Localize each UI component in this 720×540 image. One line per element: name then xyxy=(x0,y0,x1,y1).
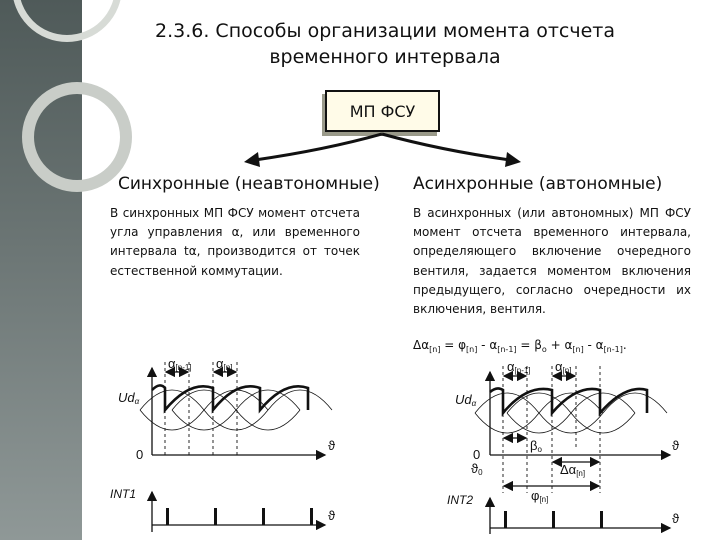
phi-label: φ xyxy=(531,488,540,503)
arrow-right-line xyxy=(382,134,510,160)
ud-sub: α xyxy=(471,399,477,408)
int1-pulse xyxy=(310,508,313,525)
formula-part: + α xyxy=(546,338,573,352)
waveform-diagram-left xyxy=(100,350,370,540)
alpha-cur-label: α xyxy=(555,359,563,374)
zero-label: 0 xyxy=(136,447,144,462)
heading-synchronous: Синхронные (неавтономные) xyxy=(118,174,380,194)
ud-label: Ud xyxy=(455,392,472,407)
int2-pulse xyxy=(600,511,603,528)
delta-alpha-formula xyxy=(413,338,627,352)
svg-text:ϑ0 xyxy=(471,461,483,477)
phase-arches-bottom xyxy=(475,413,635,433)
formula-part: = β xyxy=(516,338,542,352)
svg-text:Udα xyxy=(118,390,140,406)
formula-sub: [n-1] xyxy=(603,345,623,354)
int2-label: INT2 xyxy=(447,493,474,507)
title-line-1: 2.3.6. Способы организации момента отсчета xyxy=(155,20,615,42)
formula-sub: [n] xyxy=(572,345,584,354)
arrow-left-line xyxy=(255,134,382,160)
alpha-cur-label: α xyxy=(216,356,224,371)
alpha-cur-sub: [n] xyxy=(562,366,572,375)
theta-bottom-label: ϑ xyxy=(672,511,680,526)
arrow-right-head xyxy=(505,152,521,167)
int1-pulse xyxy=(214,508,217,525)
theta-label: ϑ xyxy=(672,438,680,453)
formula-sub: [n-1] xyxy=(497,345,517,354)
delta-alpha-label: Δα xyxy=(560,462,577,477)
alpha-prev-label: α xyxy=(507,359,515,374)
alpha-cur-sub: [n] xyxy=(223,363,233,372)
int2-pulse xyxy=(504,511,507,528)
int1-pulse xyxy=(166,508,169,525)
int1-pulse xyxy=(262,508,265,525)
formula-sub: [n] xyxy=(429,345,441,354)
theta0-sub: 0 xyxy=(478,468,483,477)
delta-alpha-sub: [n] xyxy=(576,469,586,478)
formula-sub: o xyxy=(541,345,547,354)
waveform-diagram-right xyxy=(435,358,705,540)
zero-label: 0 xyxy=(473,447,481,462)
int1-label: INT1 xyxy=(110,487,137,501)
beta-label: β xyxy=(530,438,538,453)
title-line-2: временного интервала xyxy=(269,46,501,68)
alpha-prev-label: α xyxy=(168,356,176,371)
paragraph-asynchronous: В асинхронных (или автономных) МП ФСУ момент отсчета временного интервала, определяющего включение очередного вентиля, задается моментом включения предыдущего, согласно очередности их включения, вентиля. xyxy=(413,206,691,317)
svg-text:α[n-1] xyxy=(507,359,531,375)
ud-sub: α xyxy=(134,397,140,406)
theta-bottom-label: ϑ xyxy=(328,508,336,523)
mp-fsu-label: МП ФСУ xyxy=(349,101,416,121)
int2-pulse xyxy=(552,511,555,528)
branch-arrows xyxy=(0,0,720,200)
svg-text:α[n] xyxy=(555,359,571,375)
svg-text:φ[n] xyxy=(531,488,548,504)
formula-part: Δα xyxy=(413,338,430,352)
heading-asynchronous: Асинхронные (автономные) xyxy=(413,174,663,194)
alpha-prev-sub: [n-1] xyxy=(175,363,192,372)
theta0-label: ϑ xyxy=(471,461,479,476)
paragraph-synchronous: В синхронных МП ФСУ момент отсчета угла управления α, или временного интервала tα, производится от точек естественной коммутации. xyxy=(110,206,360,278)
svg-text:α[n-1] xyxy=(168,356,192,372)
formula-part: - α xyxy=(477,338,498,352)
svg-text:βo xyxy=(530,438,542,454)
arrow-left-head xyxy=(244,152,260,167)
svg-text:α[n] xyxy=(216,356,232,372)
alpha-prev-sub: [n-1] xyxy=(514,366,531,375)
phi-sub: [n] xyxy=(539,495,549,504)
theta-label: ϑ xyxy=(328,438,336,453)
beta-sub: o xyxy=(537,445,542,454)
ud-label: Ud xyxy=(118,390,135,405)
formula-part: . xyxy=(622,338,627,352)
formula-part: = φ xyxy=(440,338,467,352)
svg-text:Udα xyxy=(455,392,477,408)
formula-part: - α xyxy=(583,338,604,352)
formula-sub: [n] xyxy=(466,345,478,354)
svg-text:Δα[n] xyxy=(560,462,585,478)
